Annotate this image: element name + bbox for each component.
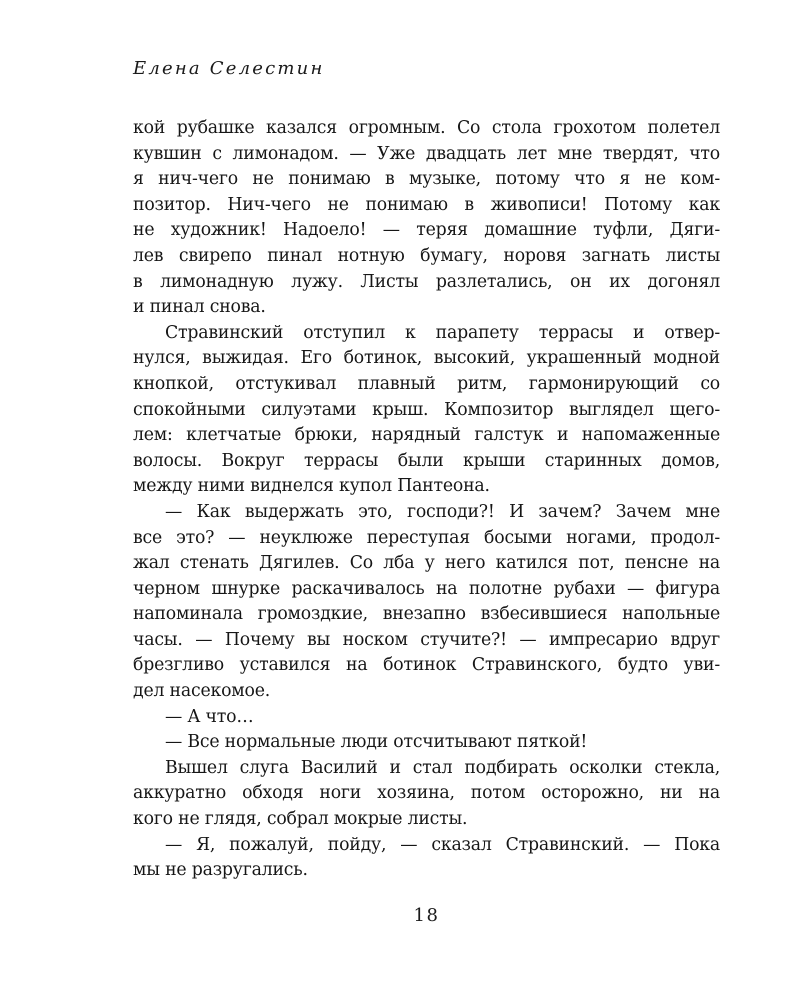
text-line: мы не разругались.: [133, 860, 308, 881]
text-line: я нич-чего не понимаю в музыке, потому что я не ком-: [133, 169, 720, 190]
text-line: между ними виднелся купол Пантеона.: [133, 476, 490, 497]
text-line: — Я, пожалуй, пойду, — сказал Стравинский. — Пока: [165, 834, 720, 855]
text-line: все это? — неуклюже переступая босыми ногами, продол-: [133, 527, 720, 548]
text-line: дел насекомое.: [133, 681, 271, 702]
text-line: напоминала громоздкие, внезапно взбесившиеся напольные: [133, 604, 720, 625]
text-line: в лимонадную лужу. Листы разлетались, он их догонял: [133, 271, 720, 292]
text-line: Стравинский отступил к парапету террасы и отвер-: [165, 322, 720, 343]
text-line: — А что…: [165, 706, 254, 727]
text-line: позитор. Нич-чего не понимаю в живописи! Потому как: [133, 194, 720, 215]
body-text: [133, 116, 720, 884]
text-line: — Как выдержать это, господи?! И зачем? Зачем мне: [165, 501, 720, 522]
text-line: брезгливо уставился на ботинок Стравинского, будто уви-: [133, 655, 720, 676]
text-line: лев свирепо пинал нотную бумагу, норовя загнать листы: [133, 245, 720, 266]
page-number: 18: [413, 905, 440, 926]
text-line: кувшин с лимонадом. — Уже двадцать лет мне твердят, что: [133, 143, 720, 164]
text-line: Вышел слуга Василий и стал подбирать осколки стекла,: [165, 757, 720, 778]
text-line: часы. — Почему вы носком стучите?! — импресарио вдруг: [133, 629, 720, 650]
text-line: — Все нормальные люди отсчитывают пяткой!: [165, 732, 588, 753]
text-line: жал стенать Дягилев. Со лба у него катился пот, пенсне на: [133, 553, 720, 574]
text-line: кой рубашке казался огромным. Со стола грохотом полетел: [133, 118, 720, 138]
text-line: черном шнурке раскачивалось на полотне рубахи — фигура: [133, 578, 720, 599]
text-line: волосы. Вокруг террасы были крыши старинных домов,: [133, 450, 720, 471]
text-line: и пинал снова.: [133, 297, 266, 318]
text-line: спокойными силуэтами крыш. Композитор выглядел щего-: [133, 399, 720, 420]
text-line: аккуратно обходя ноги хозяина, потом осторожно, ни на: [133, 783, 720, 804]
running-head: Елена Селестин: [133, 58, 325, 79]
text-line: нулся, выжидая. Его ботинок, высокий, украшенный модной: [133, 348, 720, 369]
text-line: кого не глядя, собрал мокрые листы.: [133, 809, 468, 830]
text-line: лем: клетчатые брюки, нарядный галстук и напомаженные: [133, 425, 720, 446]
text-line: не художник! Надоело! — теряя домашние туфли, Дяги-: [133, 220, 720, 241]
text-line: кнопкой, отстукивал плавный ритм, гармонирующий со: [133, 373, 720, 394]
